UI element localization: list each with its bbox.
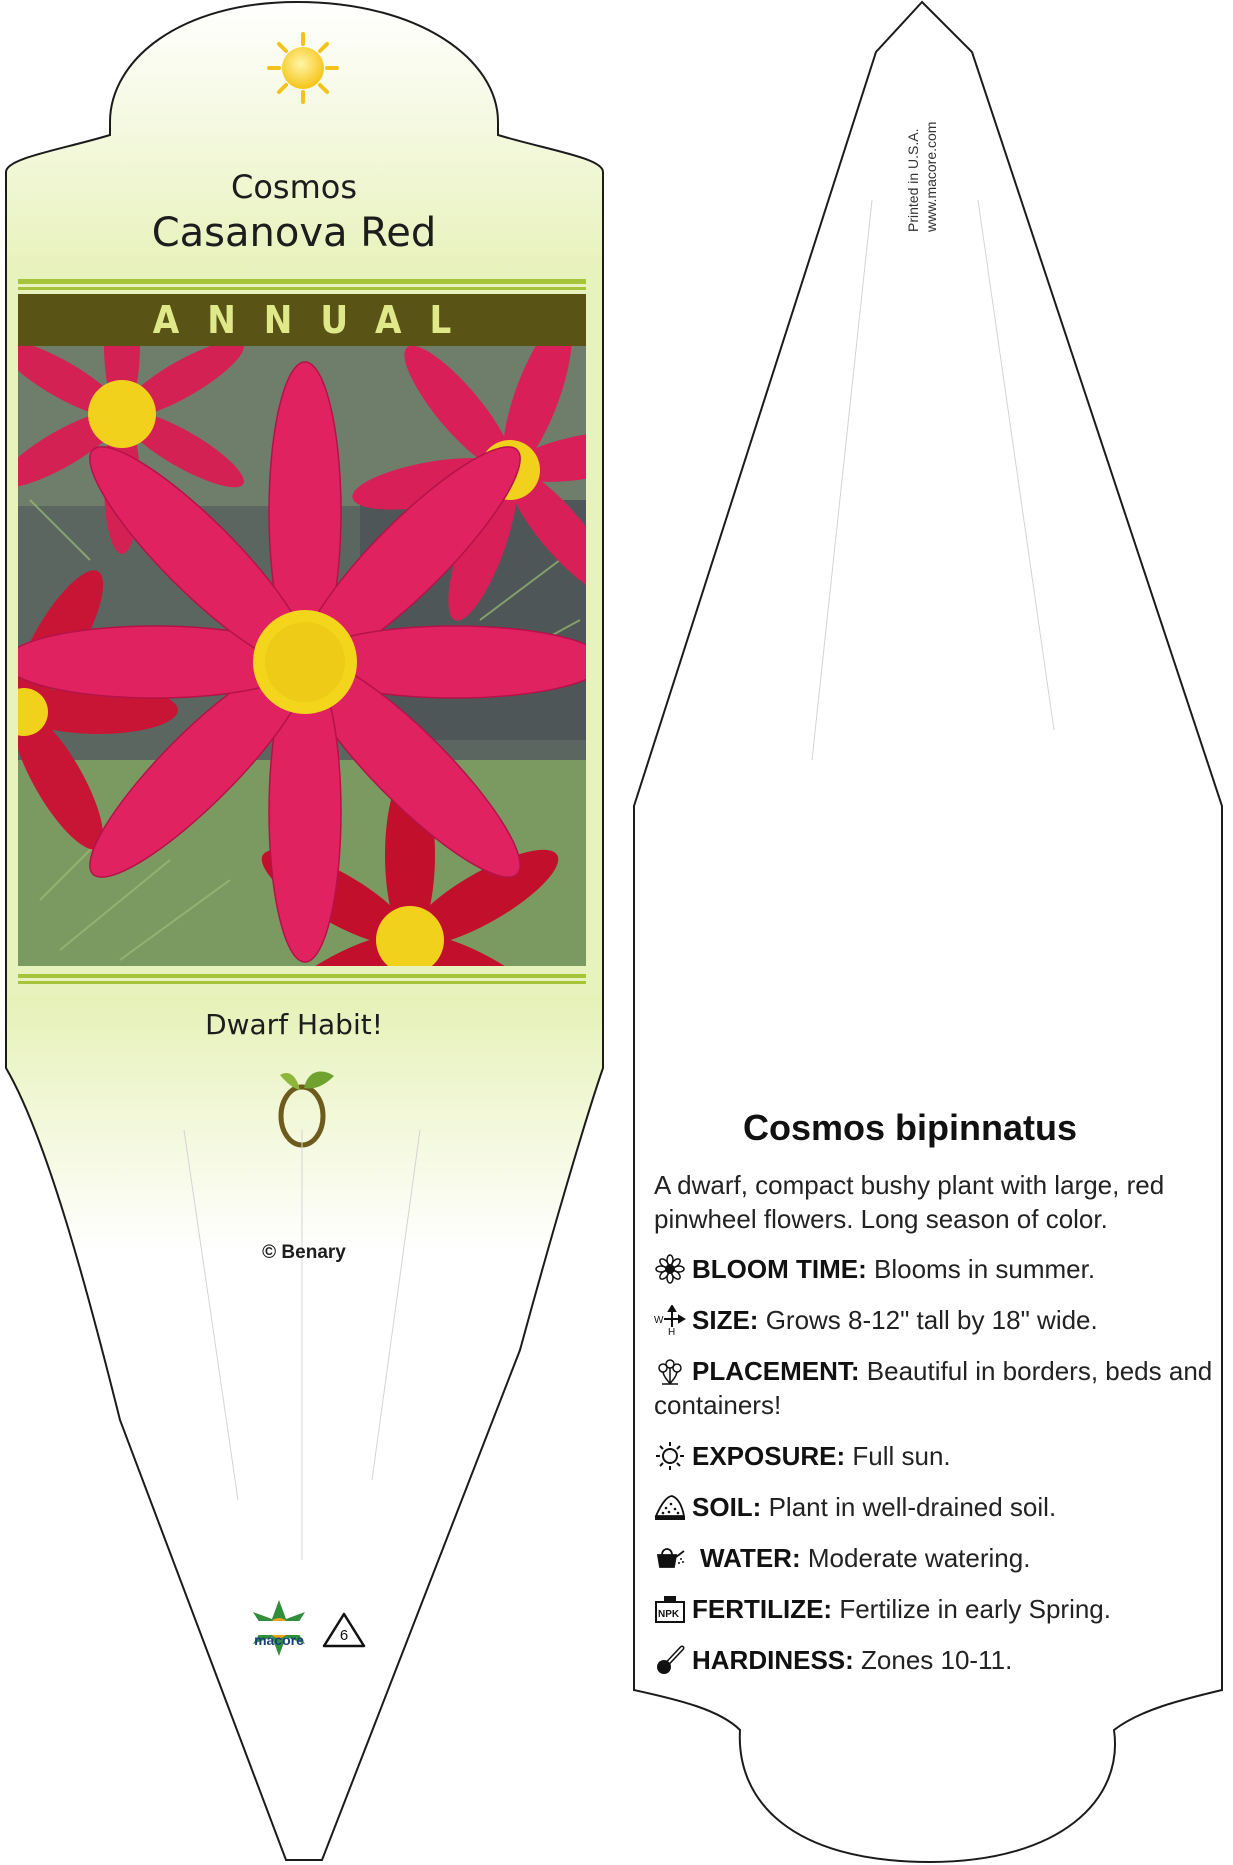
care-label: SIZE: bbox=[692, 1305, 759, 1335]
care-item-placement bbox=[654, 1354, 1214, 1422]
care-label: EXPOSURE: bbox=[692, 1441, 846, 1471]
care-text: Plant in well-drained soil. bbox=[768, 1492, 1057, 1522]
care-item-size bbox=[654, 1303, 1214, 1337]
care-item-soil bbox=[654, 1490, 1214, 1524]
flower-icon bbox=[654, 1254, 686, 1284]
thermometer-icon bbox=[654, 1645, 686, 1675]
svg-text:W: W bbox=[654, 1315, 664, 1326]
care-text: Fertilize in early Spring. bbox=[839, 1594, 1111, 1624]
website: www.macore.com bbox=[923, 121, 939, 232]
care-list bbox=[654, 1252, 1214, 1694]
care-item-water bbox=[654, 1541, 1214, 1575]
care-label: PLACEMENT: bbox=[692, 1356, 860, 1386]
copyright: © Benary bbox=[262, 1242, 346, 1263]
tagline: Dwarf Habit! bbox=[205, 1008, 383, 1041]
care-text: Beautiful in borders, beds and containers! bbox=[654, 1356, 1213, 1420]
variety-name: Casanova Red bbox=[151, 210, 437, 256]
care-text: Moderate watering. bbox=[807, 1543, 1031, 1573]
care-label: WATER: bbox=[700, 1543, 801, 1573]
care-text: Grows 8-12" tall by 18" wide. bbox=[765, 1305, 1098, 1335]
care-label: FERTILIZE: bbox=[692, 1594, 833, 1624]
care-item-exposure bbox=[654, 1439, 1214, 1473]
printed-info bbox=[905, 92, 1055, 232]
plant-type-band: ANNUAL bbox=[18, 294, 586, 346]
care-label: HARDINESS: bbox=[692, 1645, 854, 1675]
plant-icon bbox=[654, 1356, 686, 1386]
svg-text:NPK: NPK bbox=[658, 1609, 680, 1620]
care-item-bloom bbox=[654, 1252, 1214, 1286]
watering-can-icon bbox=[654, 1543, 686, 1573]
flower-photo bbox=[0, 274, 671, 1047]
care-text: Full sun. bbox=[852, 1441, 951, 1471]
care-item-hardiness bbox=[654, 1643, 1214, 1677]
size-icon bbox=[654, 1305, 686, 1335]
printed-in: Printed in U.S.A. bbox=[905, 128, 921, 232]
care-text: Blooms in summer. bbox=[874, 1254, 1096, 1284]
common-name: Cosmos bbox=[230, 168, 357, 206]
sun-outline-icon bbox=[654, 1441, 686, 1471]
botanical-name: Cosmos bipinnatus bbox=[742, 1107, 1078, 1148]
brand-name: macore bbox=[254, 1632, 304, 1648]
npk-icon bbox=[654, 1594, 686, 1624]
sun-icon bbox=[269, 34, 337, 102]
care-label: BLOOM TIME: bbox=[692, 1254, 867, 1284]
care-label: SOIL: bbox=[692, 1492, 762, 1522]
soil-icon bbox=[654, 1492, 686, 1522]
care-text: Zones 10-11. bbox=[861, 1645, 1013, 1675]
description: A dwarf, compact bushy plant with large, red pinwheel flowers. Long season of color. bbox=[654, 1170, 1165, 1234]
recycle-code: 6 bbox=[339, 1627, 349, 1644]
svg-text:H: H bbox=[668, 1327, 676, 1335]
care-item-fertilize bbox=[654, 1592, 1214, 1626]
